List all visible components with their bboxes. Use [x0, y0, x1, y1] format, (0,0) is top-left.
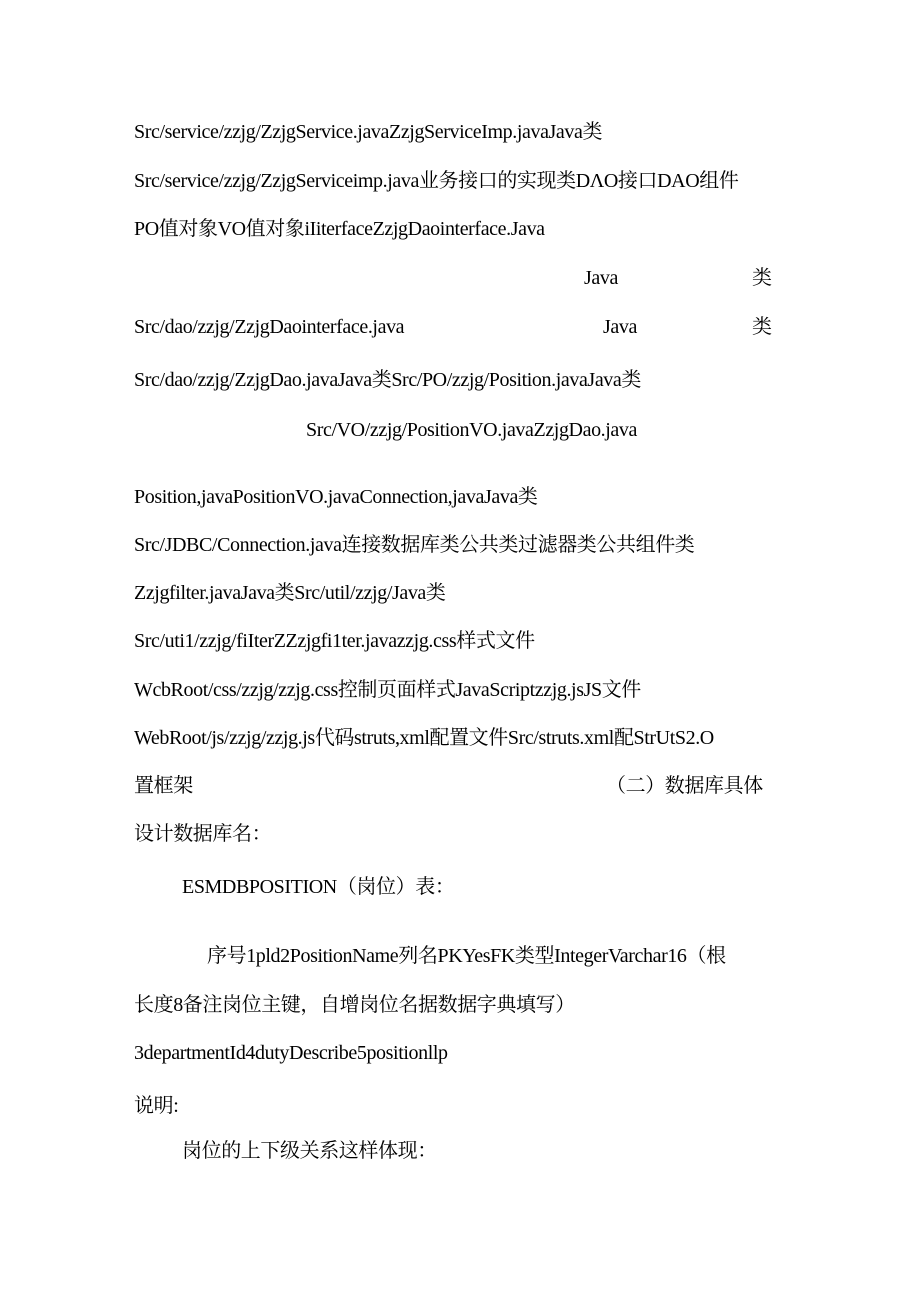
text-line: Src/service/zzjg/ZzjgServiceimp.java业务接口的实现类DΛO接口DAO组件 [134, 170, 739, 192]
text-line: 设计数据库名： [134, 823, 272, 845]
text-line: 说明: [134, 1095, 179, 1117]
text-line: WebRoot/js/zzjg/zzjg.js代码struts,xml配置文件Src/struts.xml配StrUtS2.O [134, 727, 714, 749]
text-line: Zzjgfilter.javaJava类Src/util/zzjg/Java类 [134, 582, 446, 604]
text-line: Src/VO/zzjg/PositionVO.javaZzjgDao.java [306, 419, 637, 441]
text-line: Position,javaPositionVO.javaConnection,javaJava类 [134, 486, 538, 508]
text-line: WcbRoot/css/zzjg/zzjg.css控制页面样式JavaScriptzzjg.jsJS文件 [134, 679, 641, 701]
text-line: Src/service/zzjg/ZzjgService.javaZzjgServiceImp.javaJava类 [134, 121, 603, 143]
text-line: 岗位的上下级关系这样体现： [182, 1140, 437, 1162]
text-line: Java [584, 267, 618, 289]
text-line: Src/JDBC/Connection.java连接数据库类公共类过滤器类公共组件类 [134, 534, 695, 556]
text-line: Java [603, 316, 637, 338]
text-line: 类 [752, 316, 772, 338]
table-title: ESMDBPOSITION（岗位）表： [182, 876, 455, 898]
text-line: 置框架 [134, 775, 193, 797]
text-line: 长度8备注岗位主键，自增岗位名据数据字典填写） [134, 994, 575, 1016]
text-line: 序号1pld2PositionName列名PKYesFK类型IntegerVarchar16（根 [207, 945, 726, 967]
text-line: Src/dao/zzjg/ZzjgDao.javaJava类Src/PO/zzjg/Position.javaJava类 [134, 369, 641, 391]
text-line: Src/dao/zzjg/ZzjgDaointerface.java [134, 316, 405, 338]
text-line: PO值对象VO值对象iIiterfaceZzjgDaointerface.Java [134, 218, 545, 240]
text-line: 3departmentId4dutyDescribe5positionllp [134, 1042, 448, 1064]
text-line: 类 [752, 267, 772, 289]
text-line: Src/uti1/zzjg/fiIterZZzjgfi1ter.javazzjg.css样式文件 [134, 630, 535, 652]
section-heading: （二）数据库具体 [606, 775, 763, 797]
